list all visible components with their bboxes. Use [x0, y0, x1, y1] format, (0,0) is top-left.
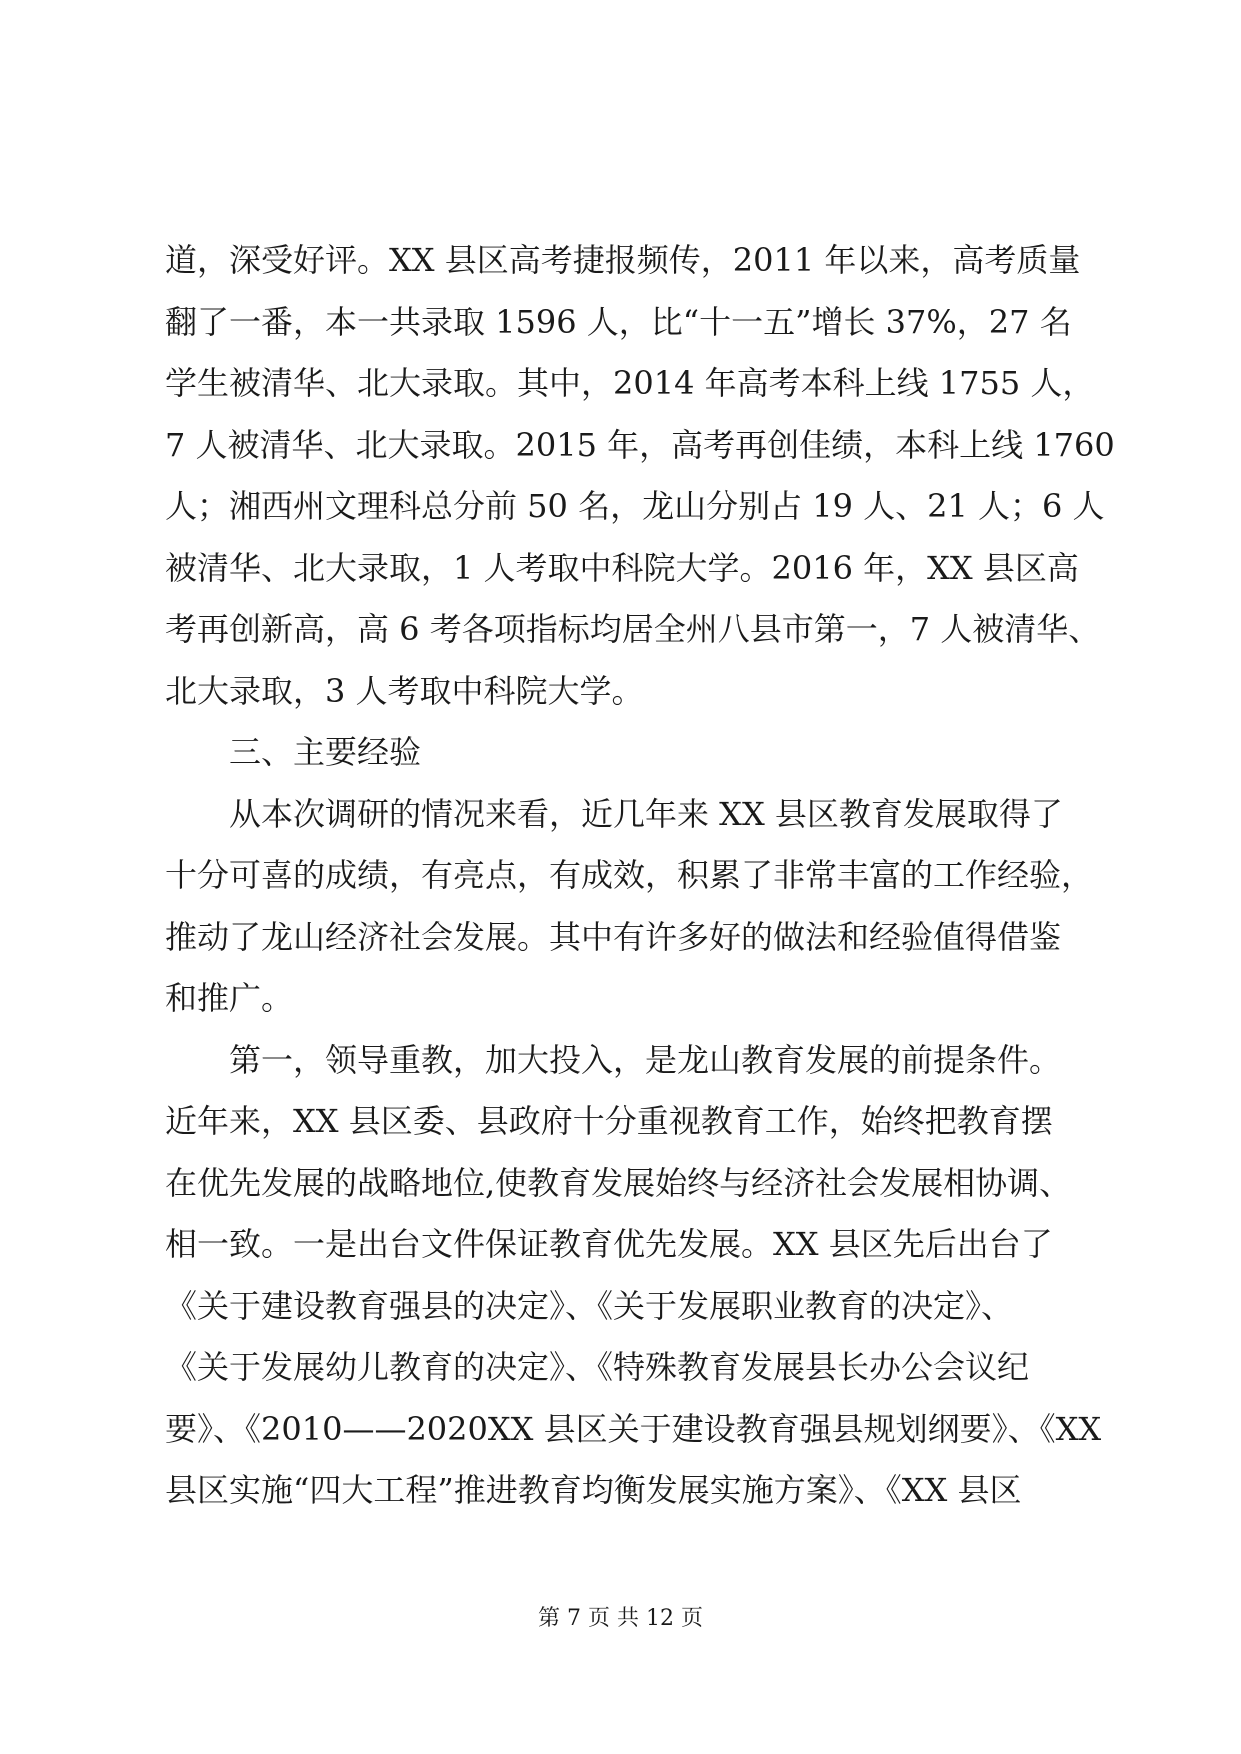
text-line: 在优先发展的战略地位,使教育发展始终与经济社会发展相协调、	[165, 1163, 1072, 1202]
text-line: 从本次调研的情况来看，近几年来 XX 县区教育发展取得了	[229, 794, 1063, 833]
text-line: 考再创新高，高 6 考各项指标均居全州八县市第一，7 人被清华、	[165, 610, 1101, 648]
text-line: 县区实施“四大工程”推进教育均衡发展实施方案》、《XX 县区	[165, 1471, 1022, 1509]
text-line: 人；湘西州文理科总分前 50 名，龙山分别占 19 人、21 人；6 人	[165, 487, 1105, 525]
text-line: 十分可喜的成绩，有亮点，有成效，积累了非常丰富的工作经验，	[165, 856, 1094, 894]
text-line: 和推广。	[165, 979, 294, 1017]
text-line: 翻了一番，本一共录取 1596 人，比“十一五”增长 37%，27 名	[165, 302, 1072, 341]
page-footer: 第 7 页 共 12 页	[538, 1606, 703, 1631]
text-line: 《关于建设教育强县的决定》、《关于发展职业教育的决定》、	[165, 1286, 1014, 1325]
text-line: 北大录取，3 人考取中科院大学。	[165, 671, 644, 710]
text-line: 7 人被清华、北大录取。2015 年，高考再创佳绩，本科上线 1760	[165, 425, 1115, 464]
document-body	[165, 230, 1115, 1522]
section-heading: 三、主要经验	[229, 733, 422, 771]
text-line: 第一，领导重教，加大投入，是龙山教育发展的前提条件。	[229, 1040, 1062, 1079]
text-line: 近年来，XX 县区委、县政府十分重视教育工作，始终把教育摆	[165, 1102, 1053, 1140]
text-line: 要》、《2010——2020XX 县区关于建设教育强县规划纲要》、《XX	[165, 1409, 1102, 1448]
text-line: 学生被清华、北大录取。其中，2014 年高考本科上线 1755 人，	[165, 364, 1095, 402]
text-line: 《关于发展幼儿教育的决定》、《特殊教育发展县长办公会议纪	[165, 1348, 1030, 1386]
text-line: 推动了龙山经济社会发展。其中有许多好的做法和经验值得借鉴	[165, 917, 1062, 956]
text-line: 道，深受好评。XX 县区高考捷报频传，2011 年以来，高考质量	[165, 241, 1081, 279]
text-line: 相一致。一是出台文件保证教育优先发展。XX 县区先后出台了	[165, 1225, 1053, 1263]
text-line: 被清华、北大录取，1 人考取中科院大学。2016 年，XX 县区高	[165, 548, 1079, 587]
